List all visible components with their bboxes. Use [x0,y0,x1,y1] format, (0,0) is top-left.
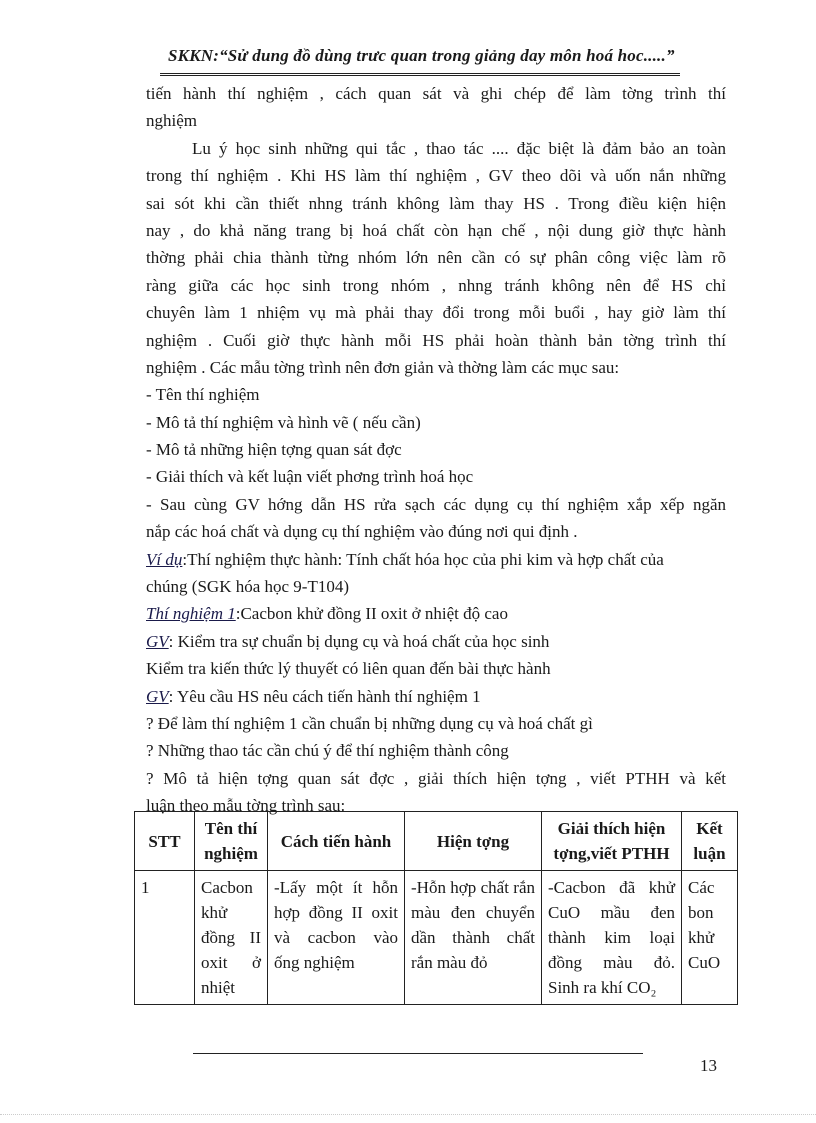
table-cell: Các bon khử CuO [682,871,738,1005]
text-line: nghiệm . Cuối giờ thực hành mỗi HS phải hoàn thành bản tờng trình thí [146,330,726,350]
experiment-line [146,600,726,627]
header-title: SKKN:“Sử dung đồ dùng trưc quan trong giảng day môn hoá hoc.....” [168,46,675,65]
page-edge-rule [0,1114,816,1115]
text-line: chúng (SGK hóa học 9-T104) [146,577,350,597]
question-line: ? Những thao tác cần chú ý để thí nghiệm thành công [146,741,509,761]
page-number: 13 [700,1056,717,1075]
table-header: Hiện tợng [405,812,542,871]
text-line: tiến hành thí nghiệm , cách quan sát và ghi chép để làm tờng trình thí [146,84,726,103]
list-item: - Mô tả những hiện tợng quan sát đợc [146,440,402,460]
teacher-label: GV [146,631,169,651]
header-rule [160,73,680,76]
table-cell: -Hỗn hợp chất rắn màu đen chuyển dần thành chất rắn màu đỏ [405,871,542,1005]
table-cell: Cacbon khử đồng II oxit ở nhiệt [195,871,268,1005]
table-cell: -Lấy một ít hỗn hợp đồng II oxit và cacbon vào ống nghiệm [268,871,405,1005]
table-header: STT [135,812,195,871]
text-line: sai sót khi cần thiết nhng tránh không làm thay HS . Trong điều kiện hiện [146,193,726,213]
list-item: - Mô tả thí nghiệm và hình vẽ ( nếu cần) [146,412,421,432]
text-line: trong thí nghiệm . Khi HS làm thí nghiệm , GV theo dõi và uốn nắn những [146,166,726,186]
text-line: nay , do khả năng trang bị hoá chất còn hạn chế , nội dung giờ thực hành [146,220,726,240]
table-cell: -Cacbon đã khử CuO mầu đen thành kim loại đồng màu đỏ. Sinh ra khí CO₂ [542,871,682,1005]
text-line: thờng phải chia thành từng nhóm lớn nên cần có sự phân công việc làm rõ [146,248,726,268]
table-header: Cách tiến hành [268,812,405,871]
footer-rule [193,1053,643,1054]
text-line: ràng giữa các học sinh trong nhóm , nhng tránh không nên để HS chỉ [146,275,726,295]
teacher-text: : Yêu cầu HS nêu cách tiến hành thí nghiệm 1 [168,686,481,706]
table-header-row [135,812,738,871]
teacher-text: : Kiểm tra sự chuẩn bị dụng cụ và hoá chất của học sinh [168,631,550,651]
list-item: - Tên thí nghiệm [146,385,260,405]
question-line: ? Mô tả hiện tợng quan sát đợc , giải thích hiện tợng , viết PTHH và kết [146,768,726,788]
teacher-line [146,683,726,710]
table-header: Tên thí nghiệm [195,812,268,871]
text-line: nghiệm . Các mẫu tờng trình nên đơn giản và thờng làm các mục sau: [146,357,620,377]
table-header: Giải thích hiện tợng,viết PTHH [542,812,682,871]
experiment-text: :Cacbon khử đồng II oxit ở nhiệt độ cao [235,604,508,624]
page-header [160,44,680,76]
teacher-line [146,628,726,655]
report-table [134,811,738,1005]
table-cell: 1 [135,871,195,1005]
text-line: Lu ý học sinh những qui tắc , thao tác .... đặc biệt là đảm bảo an toàn [192,138,726,158]
text-line: nghiệm [146,111,197,131]
example-line [146,546,726,573]
table-header: Kết luận [682,812,738,871]
list-item: - Giải thích và kết luận viết phơng trình hoá học [146,467,474,487]
text-line: Kiểm tra kiến thức lý thuyết có liên quan đến bài thực hành [146,659,551,679]
question-line: ? Để làm thí nghiệm 1 cần chuẩn bị những dụng cụ và hoá chất gì [146,713,593,733]
text-line: chuyên làm 1 nhiệm vụ mà phải thay đổi trong mỗi buổi , hay giờ làm thí [146,303,726,323]
teacher-label: GV [146,686,169,706]
table-row [135,871,738,1005]
example-label: Ví dụ [146,549,183,569]
text-line: nắp các hoá chất và dụng cụ thí nghiệm vào đúng nơi qui định . [146,522,578,542]
question-line: luận theo mẫu tờng trình sau: [146,796,346,816]
text-line: - Sau cùng GV hớng dẫn HS rửa sạch các dụng cụ thí nghiệm xắp xếp ngăn [146,494,726,514]
example-text: :Thí nghiệm thực hành: Tính chất hóa học của phi kim và hợp chất của [182,549,664,569]
experiment-label: Thí nghiệm 1 [146,604,236,624]
body-text [146,80,726,820]
